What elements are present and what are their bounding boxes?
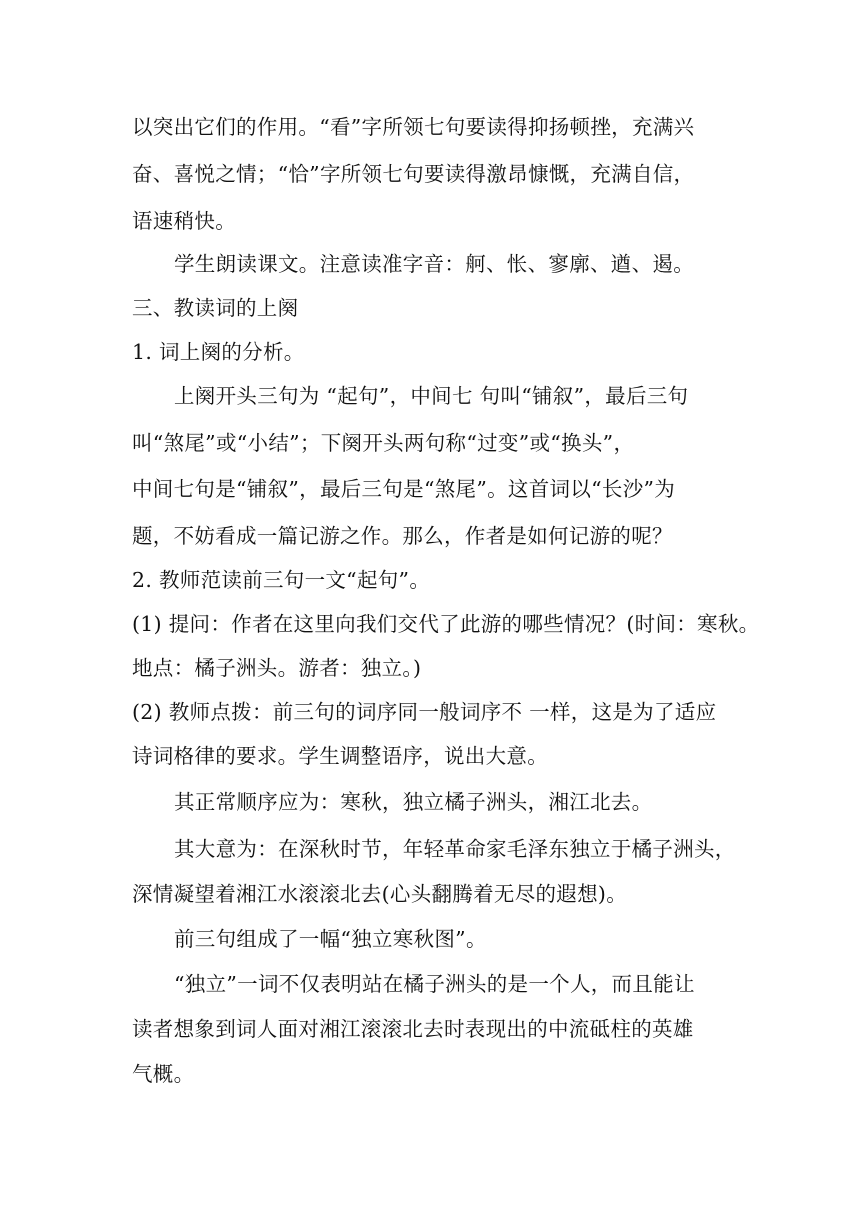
paragraph-line: 诗词格律的要求。学生调整语序，说出大意。 <box>132 744 548 768</box>
paragraph-line: 其大意为：在深秋时节，年轻革命家毛泽东独立于橘子洲头， <box>174 837 736 861</box>
paragraph-line: (1) 提问：作者在这里向我们交代了此游的哪些情况？(时间：寒秋。 <box>132 612 760 636</box>
paragraph-line: 奋、喜悦之情；“恰”字所领七句要读得激昂慷慨，充满自信， <box>132 162 695 186</box>
paragraph-line: (2) 教师点拨：前三句的词序同一般词序不 一样，这是为了适应 <box>132 700 717 724</box>
paragraph-line: 语速稍快。 <box>132 209 236 233</box>
paragraph-line: 地点：橘子洲头。游者：独立。) <box>132 656 422 680</box>
paragraph-line: 中间七句是“铺叙”，最后三句是“煞尾”。这首词以“长沙”为 <box>132 477 676 501</box>
subsection-heading: 1. 词上阕的分析。 <box>132 340 305 364</box>
section-heading: 三、教读词的上阕 <box>132 296 299 320</box>
paragraph-line: 学生朗读课文。注意读准字音：舸、怅、寥廓、遒、遏。 <box>174 252 694 276</box>
paragraph-line: 气概。 <box>132 1062 195 1086</box>
subsection-heading: 2. 教师范读前三句一文“起句”。 <box>132 568 431 592</box>
paragraph-line: 以突出它们的作用。“看”字所领七句要读得抑扬顿挫，充满兴 <box>132 115 695 139</box>
paragraph-line: 叫“煞尾”或“小结”；下阕开头两句称“过变”或“换头”， <box>132 431 635 455</box>
paragraph-line: 读者想象到词人面对湘江滚滚北去时表现出的中流砥柱的英雄 <box>132 1017 694 1041</box>
paragraph-line: 深情凝望着湘江水滚滚北去(心头翻腾着无尽的遐想)。 <box>132 882 627 906</box>
paragraph-line: 前三句组成了一幅“独立寒秋图”。 <box>174 927 487 951</box>
paragraph-line: 其正常顺序应为：寒秋，独立橘子洲头，湘江北去。 <box>174 790 653 814</box>
paragraph-line: “独立”一词不仅表明站在橘子洲头的是一个人，而且能让 <box>174 972 695 996</box>
paragraph-line: 题，不妨看成一篇记游之作。那么，作者是如何记游的呢？ <box>132 524 673 548</box>
paragraph-line: 上阕开头三句为 “起句”，中间七 句叫“铺叙”，最后三句 <box>174 384 689 408</box>
